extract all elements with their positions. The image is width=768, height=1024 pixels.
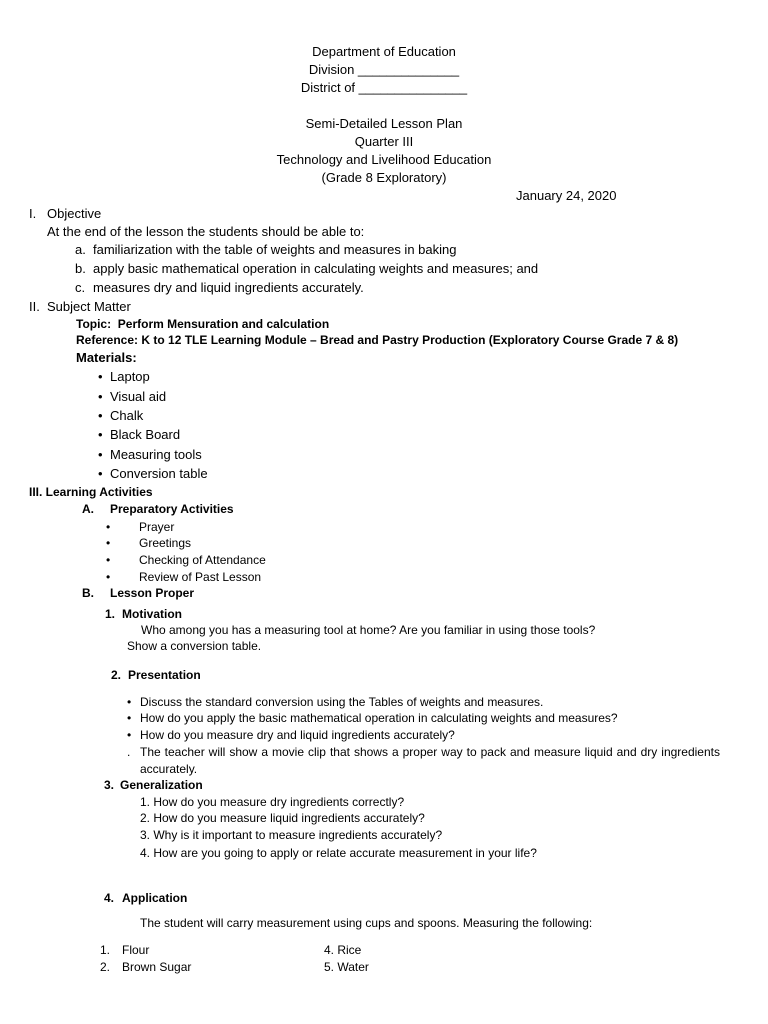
material-bullet-icon: •: [98, 466, 103, 481]
preparatory-bullet-icon: •: [106, 536, 111, 550]
material-item: Conversion table: [110, 466, 208, 481]
preparatory-item: Checking of Attendance: [139, 553, 266, 567]
reference-value: K to 12 TLE Learning Module – Bread and Pastry Production (Exploratory Course Grade 7 & 8): [141, 333, 679, 347]
learning-activities-heading: III. Learning Activities: [29, 485, 153, 499]
motivation-question: Who among you has a measuring tool at home? Are you familiar in using those tools?: [141, 623, 596, 637]
application-heading: Application: [122, 891, 188, 905]
objective-marker-c: c.: [75, 280, 86, 295]
material-item: Laptop: [110, 369, 150, 384]
objective-item-c: measures dry and liquid ingredients accurately.: [93, 280, 364, 295]
generalization-heading: Generalization: [120, 778, 203, 792]
material-item: Measuring tools: [110, 447, 202, 462]
preparatory-item: Greetings: [139, 536, 192, 550]
preparatory-item: Review of Past Lesson: [139, 570, 262, 584]
material-item: Visual aid: [110, 389, 167, 404]
objective-item-a: familiarization with the table of weights and measures in baking: [93, 242, 457, 257]
application-item-marker: 2.: [100, 960, 111, 974]
material-item: Chalk: [110, 408, 144, 423]
preparatory-marker: A.: [82, 502, 94, 516]
application-intro: The student will carry measurement using cups and spoons. Measuring the following:: [140, 916, 593, 930]
presentation-heading: Presentation: [128, 668, 201, 682]
generalization-question: 1. How do you measure dry ingredients correctly?: [140, 795, 405, 809]
application-item: Flour: [122, 943, 150, 957]
presentation-item: How do you measure dry and liquid ingredients accurately?: [140, 728, 455, 742]
preparatory-bullet-icon: •: [106, 520, 111, 534]
objective-heading: Objective: [47, 206, 102, 221]
subject-title: Technology and Livelihood Education: [276, 152, 492, 167]
lesson-proper-heading: Lesson Proper: [110, 586, 195, 600]
material-bullet-icon: •: [98, 408, 103, 423]
generalization-question: 3. Why is it important to measure ingredients accurately?: [140, 828, 443, 842]
material-bullet-icon: •: [98, 447, 103, 462]
department-title: Department of Education: [312, 44, 456, 59]
presentation-marker: 2.: [111, 668, 122, 682]
presentation-item: The teacher will show a movie clip that shows a proper way to pack and measure liquid and dry ingredients accurately.: [140, 745, 720, 776]
presentation-bullet-icon: •: [127, 695, 132, 709]
lesson-proper-marker: B.: [82, 586, 94, 600]
motivation-instruction: Show a conversion table.: [127, 639, 262, 653]
materials-label: Materials:: [76, 350, 137, 365]
reference-line: [76, 334, 678, 346]
subject-matter-heading: Subject Matter: [47, 299, 131, 314]
objective-marker-a: a.: [75, 242, 86, 257]
application-item-marker: 1.: [100, 943, 111, 957]
presentation-bullet-icon: •: [127, 728, 132, 742]
lesson-date: January 24, 2020: [516, 188, 617, 203]
objective-item-b: apply basic mathematical operation in calculating weights and measures; and: [93, 261, 539, 276]
preparatory-item: Prayer: [139, 520, 175, 534]
division-line: Division ______________: [308, 62, 460, 77]
presentation-bullet-icon: •: [127, 711, 132, 725]
preparatory-bullet-icon: •: [106, 570, 111, 584]
application-marker: 4.: [104, 891, 115, 905]
material-bullet-icon: •: [98, 369, 103, 384]
material-bullet-icon: •: [98, 389, 103, 404]
application-item: Brown Sugar: [122, 960, 192, 974]
objective-marker-b: b.: [75, 261, 86, 276]
topic-label: Topic:: [76, 317, 112, 331]
preparatory-bullet-icon: •: [106, 553, 111, 567]
quarter: Quarter III: [354, 134, 414, 149]
application-item: 4. Rice: [324, 943, 362, 957]
plan-type: Semi-Detailed Lesson Plan: [305, 116, 463, 131]
district-line: District of _______________: [300, 80, 468, 95]
grade-level: (Grade 8 Exploratory): [321, 170, 447, 185]
topic-value: Perform Mensuration and calculation: [117, 317, 330, 331]
topic-line: [76, 318, 329, 330]
material-item: Black Board: [110, 427, 181, 442]
preparatory-heading: Preparatory Activities: [110, 502, 234, 516]
material-bullet-icon: •: [98, 427, 103, 442]
presentation-item: Discuss the standard conversion using the Tables of weights and measures.: [140, 695, 544, 709]
reference-label: Reference:: [76, 333, 139, 347]
objective-intro: At the end of the lesson the students should be able to:: [47, 224, 365, 239]
generalization-marker: 3.: [104, 778, 115, 792]
presentation-item: How do you apply the basic mathematical operation in calculating weights and measures?: [140, 711, 618, 725]
presentation-bullet-icon: .: [127, 745, 131, 759]
generalization-question: 2. How do you measure liquid ingredients accurately?: [140, 811, 425, 825]
application-item: 5. Water: [324, 960, 369, 974]
motivation-heading: Motivation: [122, 607, 182, 621]
generalization-question: 4. How are you going to apply or relate accurate measurement in your life?: [140, 846, 537, 860]
objective-numeral: I.: [29, 206, 37, 221]
subject-matter-numeral: II.: [29, 299, 40, 314]
motivation-marker: 1.: [105, 607, 116, 621]
